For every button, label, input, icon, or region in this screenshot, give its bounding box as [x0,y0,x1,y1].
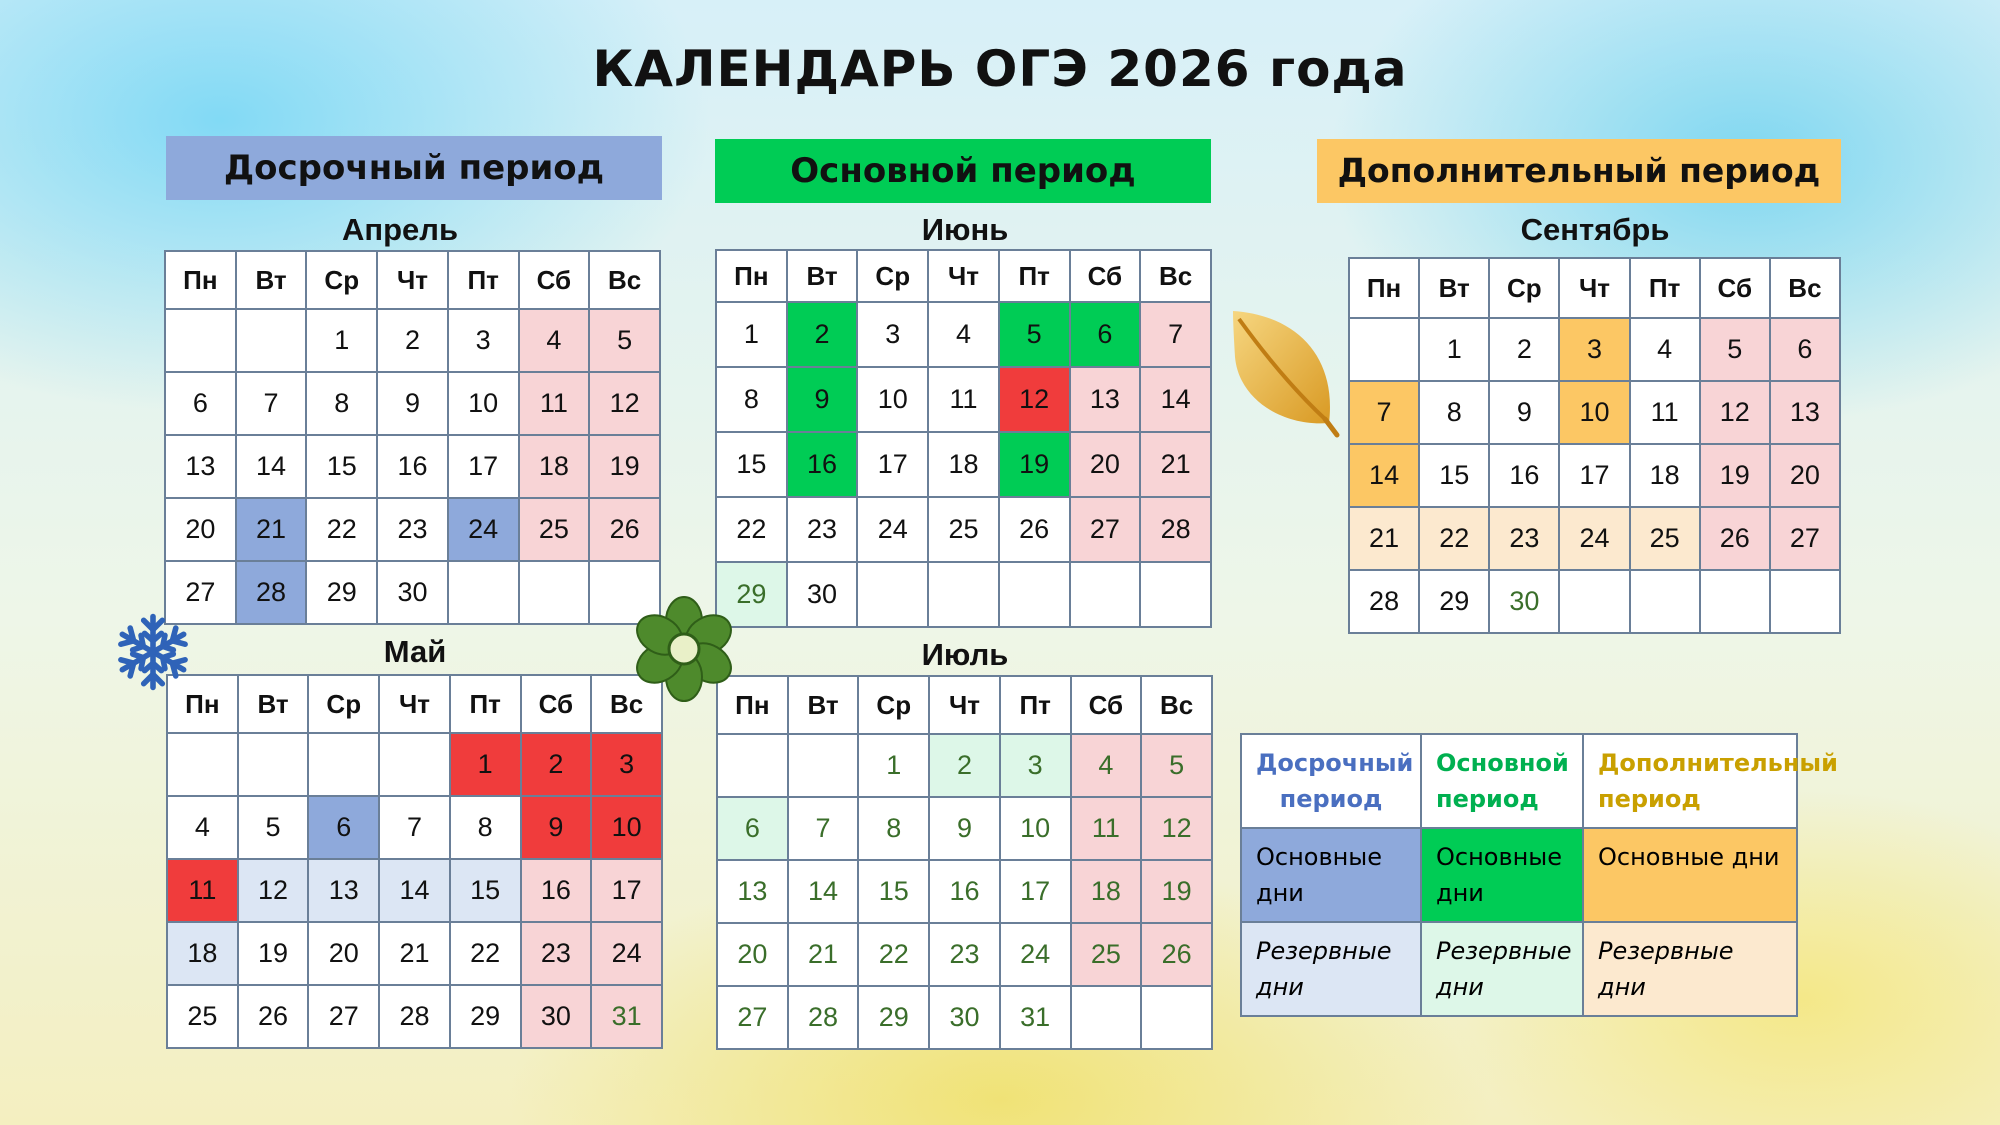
weekday-header: Ср [306,251,377,309]
empty-cell [1140,562,1211,627]
week-row [1349,444,1840,507]
day-cell: 22 [716,497,787,562]
day-cell: 13 [1770,381,1840,444]
week-row [717,860,1212,923]
day-cell: 9 [521,796,592,859]
empty-cell [167,733,238,796]
day-cell: 23 [377,498,448,561]
day-cell: 2 [377,309,448,372]
day-cell: 29 [1419,570,1489,633]
day-cell: 6 [1770,318,1840,381]
empty-cell [857,562,928,627]
day-cell: 6 [308,796,379,859]
week-row [717,734,1212,797]
week-row [716,432,1211,497]
day-cell: 18 [167,922,238,985]
week-row [716,562,1211,627]
day-cell: 20 [717,923,788,986]
week-row [1349,318,1840,381]
day-cell: 7 [1349,381,1419,444]
day-cell: 22 [858,923,929,986]
week-row [165,561,660,624]
day-cell: 27 [1070,497,1141,562]
weekday-header: Сб [1700,258,1770,318]
day-cell: 7 [788,797,859,860]
day-cell: 13 [717,860,788,923]
day-cell: 13 [165,435,236,498]
day-cell: 1 [306,309,377,372]
day-cell: 29 [716,562,787,627]
day-cell: 16 [1489,444,1559,507]
day-cell: 15 [450,859,521,922]
week-row [167,922,662,985]
day-cell: 2 [929,734,1000,797]
empty-cell [999,562,1070,627]
weekday-header: Пт [448,251,519,309]
day-cell: 2 [521,733,592,796]
day-cell: 28 [379,985,450,1048]
week-row [1349,381,1840,444]
day-cell: 8 [450,796,521,859]
day-cell: 19 [1141,860,1212,923]
day-cell: 16 [521,859,592,922]
day-cell: 11 [519,372,590,435]
day-cell: 8 [306,372,377,435]
day-cell: 15 [1419,444,1489,507]
empty-cell [379,733,450,796]
weekday-header: Чт [929,676,1000,734]
day-cell: 7 [1140,302,1211,367]
day-cell: 3 [448,309,519,372]
week-row [165,309,660,372]
empty-cell [308,733,379,796]
legend-header-additional: Дополнительный период [1583,734,1797,828]
day-cell: 11 [1630,381,1700,444]
day-cell: 11 [928,367,999,432]
day-cell: 18 [519,435,590,498]
weekday-header: Вс [1770,258,1840,318]
empty-cell [519,561,590,624]
weekday-header: Чт [377,251,448,309]
day-cell: 31 [591,985,662,1048]
day-cell: 27 [165,561,236,624]
week-row [716,367,1211,432]
weekday-header: Пт [450,675,521,733]
day-cell: 3 [857,302,928,367]
legend-additional-reserve-days: Резервные дни [1583,922,1797,1016]
day-cell: 30 [377,561,448,624]
weekday-header: Вт [238,675,309,733]
day-cell: 3 [1559,318,1629,381]
day-cell: 1 [716,302,787,367]
day-cell: 23 [521,922,592,985]
day-cell: 9 [929,797,1000,860]
day-cell: 14 [788,860,859,923]
day-cell: 30 [1489,570,1559,633]
additional-period-header: Дополнительный период [1317,139,1841,203]
day-cell: 26 [1700,507,1770,570]
weekday-header: Ср [858,676,929,734]
day-cell: 30 [787,562,858,627]
week-row [717,797,1212,860]
day-cell: 1 [1419,318,1489,381]
week-row [165,498,660,561]
day-cell: 14 [1140,367,1211,432]
day-cell: 14 [236,435,307,498]
week-row [167,859,662,922]
weekday-header: Ср [857,250,928,302]
day-cell: 2 [787,302,858,367]
week-row [716,302,1211,367]
legend-header-main: Основной период [1421,734,1583,828]
week-row [1349,570,1840,633]
day-cell: 24 [1559,507,1629,570]
day-cell: 19 [1700,444,1770,507]
day-cell: 25 [1071,923,1142,986]
legend-main-reserve-days: Резервные дни [1421,922,1583,1016]
day-cell: 11 [1071,797,1142,860]
legend-main-main-days: Основные дни [1421,828,1583,922]
day-cell: 3 [591,733,662,796]
day-cell: 17 [1559,444,1629,507]
calendar-june [715,249,1212,628]
day-cell: 28 [1140,497,1211,562]
day-cell: 16 [787,432,858,497]
weekday-header: Вт [788,676,859,734]
day-cell: 12 [1700,381,1770,444]
day-cell: 14 [1349,444,1419,507]
day-cell: 25 [1630,507,1700,570]
day-cell: 13 [1070,367,1141,432]
day-cell: 6 [1070,302,1141,367]
day-cell: 7 [379,796,450,859]
day-cell: 23 [929,923,1000,986]
day-cell: 15 [716,432,787,497]
calendar-july [716,675,1213,1050]
empty-cell [165,309,236,372]
month-title-september: Сентябрь [1520,212,1670,247]
legend-table [1240,733,1838,1017]
day-cell: 20 [1770,444,1840,507]
day-cell: 28 [788,986,859,1049]
weekday-header: Пн [717,676,788,734]
day-cell: 9 [1489,381,1559,444]
day-cell: 25 [928,497,999,562]
day-cell: 1 [858,734,929,797]
day-cell: 13 [308,859,379,922]
day-cell: 21 [788,923,859,986]
weekday-header: Пн [165,251,236,309]
day-cell: 4 [1630,318,1700,381]
empty-cell [1071,986,1142,1049]
main-period-header: Основной период [715,139,1211,203]
day-cell: 10 [857,367,928,432]
day-cell: 10 [1559,381,1629,444]
day-cell: 17 [591,859,662,922]
empty-cell [1141,986,1212,1049]
empty-cell [1700,570,1770,633]
weekday-header: Пн [1349,258,1419,318]
day-cell: 12 [238,859,309,922]
day-cell: 12 [999,367,1070,432]
legend-header-early: Досрочный период [1241,734,1421,828]
day-cell: 15 [306,435,377,498]
day-cell: 19 [999,432,1070,497]
week-row [165,372,660,435]
day-cell: 8 [1419,381,1489,444]
day-cell: 24 [857,497,928,562]
month-title-april: Апрель [341,212,459,247]
day-cell: 29 [306,561,377,624]
weekday-header: Чт [928,250,999,302]
weekday-header: Ср [308,675,379,733]
day-cell: 20 [1070,432,1141,497]
weekday-header: Сб [1070,250,1141,302]
snowflake-icon [112,608,194,696]
day-cell: 17 [1000,860,1071,923]
day-cell: 4 [928,302,999,367]
weekday-header: Пн [716,250,787,302]
day-cell: 3 [1000,734,1071,797]
weekday-header: Вс [589,251,660,309]
legend-early-main-days: Основные дни [1241,828,1421,922]
day-cell: 24 [591,922,662,985]
legend-early-reserve-days: Резервные дни [1241,922,1421,1016]
day-cell: 22 [1419,507,1489,570]
day-cell: 10 [448,372,519,435]
month-title-july: Июль [921,637,1009,672]
day-cell: 10 [1000,797,1071,860]
day-cell: 5 [589,309,660,372]
day-cell: 28 [236,561,307,624]
empty-cell [928,562,999,627]
day-cell: 27 [308,985,379,1048]
day-cell: 2 [1489,318,1559,381]
day-cell: 11 [167,859,238,922]
weekday-header: Вт [1419,258,1489,318]
day-cell: 1 [450,733,521,796]
day-cell: 30 [929,986,1000,1049]
month-title-june: Июнь [921,212,1009,247]
week-row [167,733,662,796]
day-cell: 30 [521,985,592,1048]
day-cell: 27 [717,986,788,1049]
calendar-may [166,674,663,1049]
weekday-header: Чт [1559,258,1629,318]
day-cell: 26 [238,985,309,1048]
day-cell: 27 [1770,507,1840,570]
week-row [165,435,660,498]
weekday-header: Вс [1141,676,1212,734]
weekday-header: Вт [236,251,307,309]
weekday-header: Пт [1000,676,1071,734]
page-title: КАЛЕНДАРЬ ОГЭ 2026 года [592,40,1408,98]
day-cell: 20 [165,498,236,561]
day-cell: 20 [308,922,379,985]
day-cell: 21 [379,922,450,985]
week-row [717,923,1212,986]
day-cell: 25 [167,985,238,1048]
day-cell: 31 [1000,986,1071,1049]
day-cell: 17 [448,435,519,498]
day-cell: 26 [1141,923,1212,986]
weekday-header: Сб [519,251,590,309]
day-cell: 29 [450,985,521,1048]
day-cell: 21 [1349,507,1419,570]
calendar-april [164,250,661,625]
empty-cell [1559,570,1629,633]
legend-additional-main-days: Основные дни [1583,828,1797,922]
day-cell: 8 [716,367,787,432]
day-cell: 15 [858,860,929,923]
day-cell: 19 [238,922,309,985]
weekday-header: Вс [591,675,662,733]
day-cell: 22 [306,498,377,561]
week-row [717,986,1212,1049]
early-period-header: Досрочный период [166,136,662,200]
day-cell: 21 [236,498,307,561]
leaf-icon [1225,305,1341,440]
day-cell: 12 [589,372,660,435]
day-cell: 12 [1141,797,1212,860]
day-cell: 24 [448,498,519,561]
weekday-header: Чт [379,675,450,733]
day-cell: 18 [928,432,999,497]
day-cell: 10 [591,796,662,859]
day-cell: 28 [1349,570,1419,633]
month-title-may: Май [383,634,447,669]
day-cell: 5 [1141,734,1212,797]
empty-cell [1770,570,1840,633]
empty-cell [448,561,519,624]
day-cell: 4 [519,309,590,372]
day-cell: 8 [858,797,929,860]
weekday-header: Вс [1140,250,1211,302]
empty-cell [238,733,309,796]
weekday-header: Пн [167,675,238,733]
day-cell: 23 [787,497,858,562]
weekday-header: Ср [1489,258,1559,318]
week-row [167,796,662,859]
day-cell: 19 [589,435,660,498]
day-cell: 25 [519,498,590,561]
empty-cell [717,734,788,797]
day-cell: 26 [589,498,660,561]
weekday-header: Сб [1071,676,1142,734]
empty-cell [1349,318,1419,381]
empty-cell [1070,562,1141,627]
empty-cell [1630,570,1700,633]
day-cell: 14 [379,859,450,922]
day-cell: 5 [999,302,1070,367]
day-cell: 16 [929,860,1000,923]
day-cell: 9 [787,367,858,432]
day-cell: 16 [377,435,448,498]
day-cell: 7 [236,372,307,435]
day-cell: 29 [858,986,929,1049]
empty-cell [788,734,859,797]
day-cell: 18 [1630,444,1700,507]
week-row [716,497,1211,562]
weekday-header: Вт [787,250,858,302]
day-cell: 6 [165,372,236,435]
week-row [167,985,662,1048]
weekday-header: Пт [1630,258,1700,318]
day-cell: 9 [377,372,448,435]
day-cell: 5 [1700,318,1770,381]
day-cell: 4 [167,796,238,859]
day-cell: 6 [717,797,788,860]
day-cell: 17 [857,432,928,497]
day-cell: 4 [1071,734,1142,797]
weekday-header: Сб [521,675,592,733]
day-cell: 18 [1071,860,1142,923]
day-cell: 24 [1000,923,1071,986]
day-cell: 5 [238,796,309,859]
empty-cell [236,309,307,372]
calendar-september [1348,257,1841,634]
day-cell: 26 [999,497,1070,562]
day-cell: 22 [450,922,521,985]
day-cell: 21 [1140,432,1211,497]
flower-icon [628,593,740,705]
week-row [1349,507,1840,570]
day-cell: 23 [1489,507,1559,570]
weekday-header: Пт [999,250,1070,302]
